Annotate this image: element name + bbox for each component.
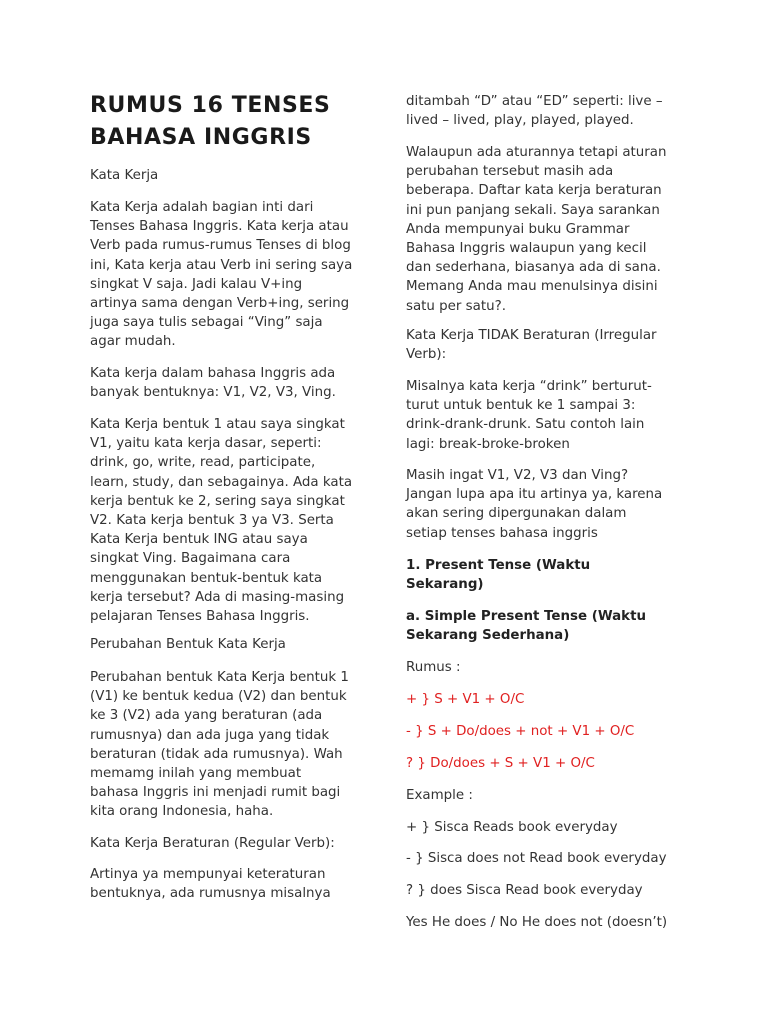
example-question: ? } does Sisca Read book everyday bbox=[406, 883, 643, 898]
simple-present-heading: a. Simple Present Tense (Waktu Sekarang Sederhana) bbox=[406, 609, 647, 644]
paragraph-bentuk-kata-kerja: Kata kerja dalam bahasa Inggris ada banyak bentuknya: V1, V2, V3, Ving. bbox=[90, 366, 336, 401]
kata-kerja-heading: Kata Kerja bbox=[90, 168, 159, 183]
regular-verb-heading: Kata Kerja Beraturan (Regular Verb): bbox=[90, 836, 335, 851]
example-answer: Yes He does / No He does not (doesn’t) bbox=[406, 915, 668, 930]
example-label: Example : bbox=[406, 788, 473, 803]
paragraph-ed-example: ditambah “D” atau “ED” seperti: live – lived – lived, play, played, played. bbox=[406, 94, 663, 129]
formula-positive: + } S + V1 + O/C bbox=[406, 692, 525, 707]
example-positive: + } Sisca Reads book everyday bbox=[406, 820, 618, 835]
perubahan-heading: Perubahan Bentuk Kata Kerja bbox=[90, 637, 286, 652]
irregular-verb-heading: Kata Kerja TIDAK Beraturan (Irregular Verb): bbox=[406, 328, 657, 363]
paragraph-kata-kerja-bentuk: Kata Kerja bentuk 1 atau saya singkat V1, yaitu kata kerja dasar, seperti: drink, go, write, read, participate, learn, study, dan sebagainya. Ada kata kerja bentuk ke 2, sering saya singkat V2. Kata kerja bentuk 3 ya V3. Serta Kata Kerja bentuk ING atau saya singkat Ving. Bagaimana cara menggunakan bentuk-bentuk kata kerja tersebut? Ada di masing-masing pelajaran Tenses Bahasa Inggris. bbox=[90, 417, 353, 625]
formula-question: ? } Do/does + S + V1 + O/C bbox=[406, 756, 595, 771]
paragraph-perubahan: Perubahan bentuk Kata Kerja bentuk 1 (V1) ke bentuk kedua (V2) dan bentuk ke 3 (V2) ada yang beraturan (ada rumusnya) dan ada juga yang tidak beraturan (tidak ada rumusnya). Wah memamg inilah yang membuat bahasa Inggris ini menjadi rumit bagi kita orang Indonesia, haha. bbox=[90, 670, 349, 820]
title-line-1: RUMUS 16 TENSES bbox=[90, 93, 331, 118]
paragraph-kata-kerja-intro: Kata Kerja adalah bagian inti dari Tenses Bahasa Inggris. Kata kerja atau Verb pada rumus-rumus Tenses di blog ini, Kata kerja atau Verb ini sering saya singkat V saja. Jadi kalau V+ing artinya sama dengan Verb+ing, sering juga saya tulis sebagai “Ving” saja agar mudah. bbox=[90, 200, 353, 350]
paragraph-irregular-example: Misalnya kata kerja “drink” berturut- turut untuk bentuk ke 1 sampai 3: drink-drank-drunk. Satu contoh lain lagi: break-broke-broken bbox=[406, 379, 652, 452]
example-negative: - } Sisca does not Read book everyday bbox=[406, 851, 667, 866]
page-title bbox=[90, 90, 331, 154]
paragraph-regular-verb: Artinya ya mempunyai keteraturan bentuknya, ada rumusnya misalnya bbox=[90, 867, 331, 902]
formula-negative: - } S + Do/does + not + V1 + O/C bbox=[406, 724, 635, 739]
paragraph-masih-ingat: Masih ingat V1, V2, V3 dan Ving? Jangan lupa apa itu artinya ya, karena akan sering dipergunakan dalam setiap tenses bahasa inggris bbox=[406, 468, 663, 541]
paragraph-aturan: Walaupun ada aturannya tetapi aturan perubahan tersebut masih ada beberapa. Daftar kata kerja beraturan ini pun panjang sekali. Saya sarankan Anda mempunyai buku Grammar Bahasa Inggris walaupun yang kecil dan sederhana, biasanya ada di sana. Memang Anda mau menulsinya disini satu per satu?. bbox=[406, 145, 667, 314]
present-tense-heading: 1. Present Tense (Waktu Sekarang) bbox=[406, 558, 591, 593]
title-line-2: BAHASA INGGRIS bbox=[90, 125, 312, 150]
rumus-label: Rumus : bbox=[406, 660, 461, 675]
